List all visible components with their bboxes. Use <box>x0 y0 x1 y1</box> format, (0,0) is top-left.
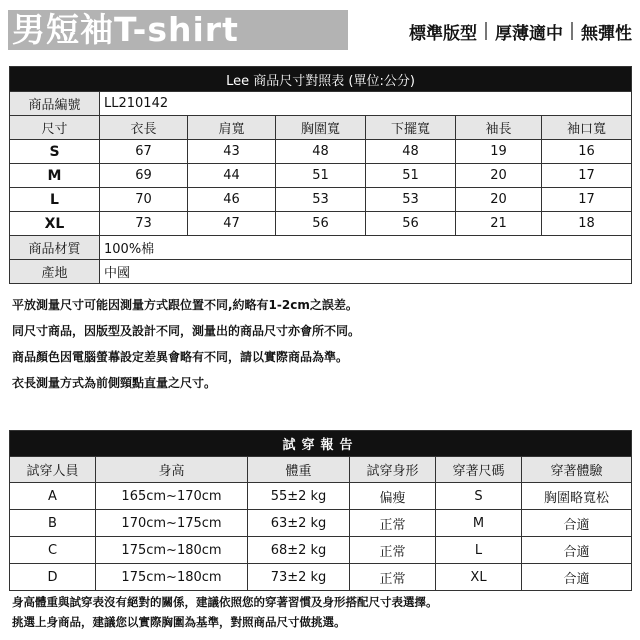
table-row <box>10 483 632 510</box>
table-row <box>10 564 632 591</box>
table-cell: 正常 <box>350 564 436 591</box>
table-cell: 18 <box>542 212 632 236</box>
column-header: 袖長 <box>456 116 542 140</box>
table-cell: 67 <box>100 140 188 164</box>
table-cell: 73 <box>100 212 188 236</box>
table-cell: 69 <box>100 164 188 188</box>
column-header: 下擺寬 <box>366 116 456 140</box>
origin-label: 產地 <box>10 260 100 284</box>
table-row <box>10 537 632 564</box>
fit-report-caption: 試穿報告 <box>10 431 632 457</box>
table-cell: 正常 <box>350 537 436 564</box>
table-cell: 44 <box>188 164 276 188</box>
column-header: 體重 <box>248 457 350 483</box>
column-header: 穿著體驗 <box>522 457 632 483</box>
table-row <box>10 510 632 537</box>
table-cell: 胸圍略寬松 <box>522 483 632 510</box>
fit-tags <box>409 18 632 44</box>
table-cell: 合適 <box>522 537 632 564</box>
tag-divider <box>485 22 487 40</box>
size-cell: S <box>10 140 100 164</box>
table-cell: M <box>436 510 522 537</box>
table-cell: 165cm~170cm <box>96 483 248 510</box>
table-cell: 47 <box>188 212 276 236</box>
material-value: 100%棉 <box>100 236 632 260</box>
table-cell: 偏瘦 <box>350 483 436 510</box>
table-row <box>10 188 632 212</box>
table-cell: 51 <box>366 164 456 188</box>
column-header: 肩寬 <box>188 116 276 140</box>
product-no-label: 商品編號 <box>10 92 100 116</box>
tag-stretch: 無彈性 <box>581 23 632 44</box>
table-cell: 175cm~180cm <box>96 537 248 564</box>
table-cell: 20 <box>456 188 542 212</box>
table-cell: 合適 <box>522 510 632 537</box>
measurement-notes <box>12 292 360 396</box>
table-cell: 19 <box>456 140 542 164</box>
table-cell: 73±2 kg <box>248 564 350 591</box>
column-header: 尺寸 <box>10 116 100 140</box>
note-line: 商品顏色因電腦螢幕設定差異會略有不同，請以實際商品為準。 <box>12 350 349 364</box>
table-cell: 53 <box>276 188 366 212</box>
table-cell: 合適 <box>522 564 632 591</box>
table-cell: 20 <box>456 164 542 188</box>
fit-table-header <box>10 457 632 483</box>
footnote-line: 身高體重與試穿表沒有絕對的關係，建議依照您的穿著習慣及身形搭配尺寸表選擇。 <box>12 595 438 609</box>
table-cell: 51 <box>276 164 366 188</box>
table-cell: 56 <box>366 212 456 236</box>
column-header: 衣長 <box>100 116 188 140</box>
table-cell: B <box>10 510 96 537</box>
table-cell: 17 <box>542 188 632 212</box>
footnote-line: 挑選上身商品，建議您以實際胸圍為基準，對照商品尺寸做挑選。 <box>12 615 346 629</box>
note-line: 平放測量尺寸可能因測量方式跟位置不同,約略有1-2cm之誤差。 <box>12 298 358 312</box>
size-cell: L <box>10 188 100 212</box>
table-cell: 43 <box>188 140 276 164</box>
table-cell: 56 <box>276 212 366 236</box>
product-title: 男短袖T-shirt <box>8 10 348 50</box>
note-line: 衣長測量方式為前側頸點直量之尺寸。 <box>12 376 217 390</box>
column-header: 胸圍寬 <box>276 116 366 140</box>
table-cell: 46 <box>188 188 276 212</box>
table-cell: XL <box>436 564 522 591</box>
note-line: 同尺寸商品，因版型及設計不同，測量出的商品尺寸亦會所不同。 <box>12 324 361 338</box>
column-header: 身高 <box>96 457 248 483</box>
table-cell: 53 <box>366 188 456 212</box>
table-cell: A <box>10 483 96 510</box>
table-cell: 175cm~180cm <box>96 564 248 591</box>
tag-divider <box>571 22 573 40</box>
table-cell: 48 <box>366 140 456 164</box>
product-no-value: LL210142 <box>100 92 632 116</box>
table-cell: 16 <box>542 140 632 164</box>
table-cell: 55±2 kg <box>248 483 350 510</box>
table-cell: C <box>10 537 96 564</box>
table-cell: 21 <box>456 212 542 236</box>
header <box>8 8 632 52</box>
column-header: 試穿人員 <box>10 457 96 483</box>
fit-report-table <box>9 430 632 591</box>
table-cell: 63±2 kg <box>248 510 350 537</box>
size-table-header <box>10 116 632 140</box>
size-table <box>9 66 632 284</box>
origin-value: 中國 <box>100 260 632 284</box>
table-cell: 170cm~175cm <box>96 510 248 537</box>
table-cell: D <box>10 564 96 591</box>
table-row <box>10 140 632 164</box>
size-table-caption: Lee 商品尺寸對照表 (單位:公分) <box>10 67 632 92</box>
size-cell: M <box>10 164 100 188</box>
table-cell: 48 <box>276 140 366 164</box>
table-cell: 正常 <box>350 510 436 537</box>
table-cell: 70 <box>100 188 188 212</box>
fit-footnotes <box>12 592 438 632</box>
table-row <box>10 212 632 236</box>
column-header: 袖口寬 <box>542 116 632 140</box>
table-cell: 68±2 kg <box>248 537 350 564</box>
table-cell: S <box>436 483 522 510</box>
column-header: 試穿身形 <box>350 457 436 483</box>
table-cell: L <box>436 537 522 564</box>
column-header: 穿著尺碼 <box>436 457 522 483</box>
tag-fit: 標準版型 <box>409 23 477 44</box>
material-label: 商品材質 <box>10 236 100 260</box>
table-row <box>10 164 632 188</box>
size-cell: XL <box>10 212 100 236</box>
table-cell: 17 <box>542 164 632 188</box>
tag-thickness: 厚薄適中 <box>495 23 563 44</box>
